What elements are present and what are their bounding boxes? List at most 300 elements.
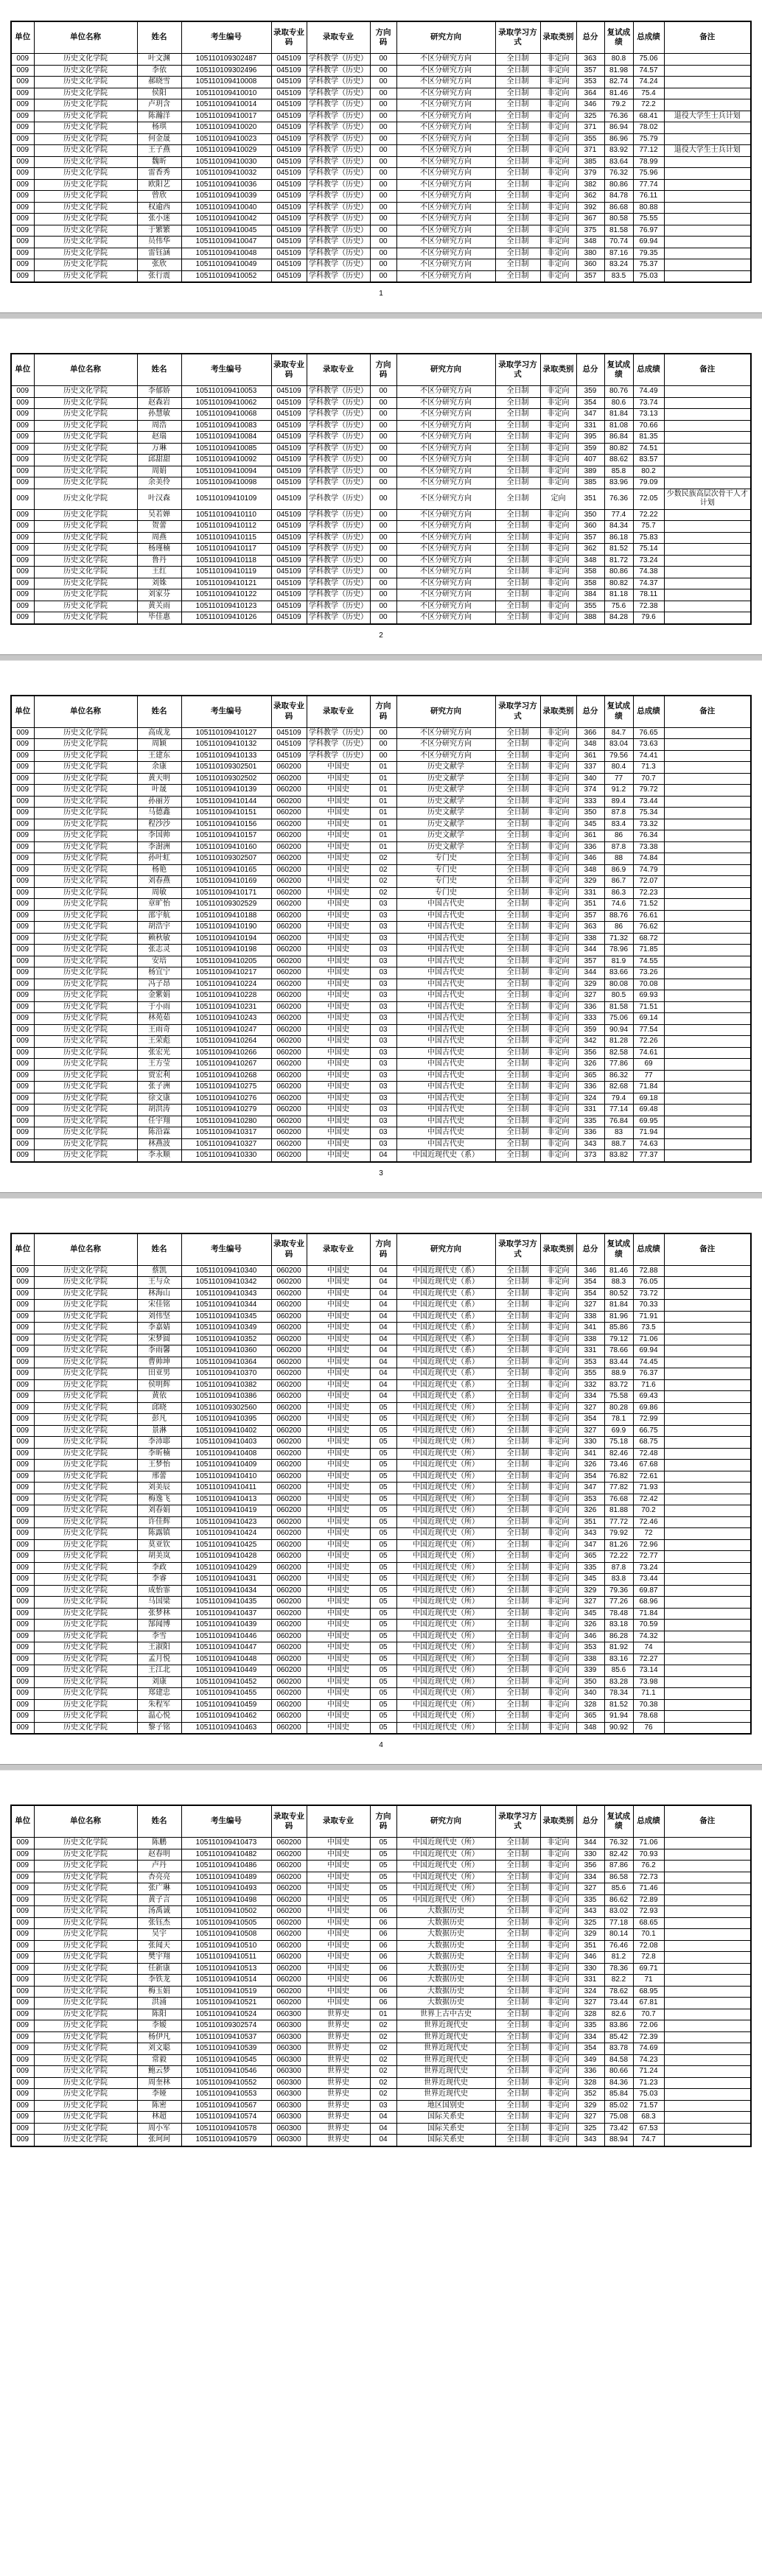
table-cell: 379 <box>576 168 604 180</box>
table-cell: 105110109410127 <box>181 727 271 739</box>
table-cell: 009 <box>11 122 34 134</box>
table-cell: 不区分研究方向 <box>396 111 495 122</box>
table-cell: 77.37 <box>633 1150 664 1162</box>
table-cell: 学科教学（历史） <box>307 214 370 225</box>
table-cell: 朱程军 <box>137 1699 181 1711</box>
table-cell: 中国近现代史（所） <box>396 1699 495 1711</box>
table-cell: 105110109410275 <box>181 1082 271 1093</box>
table-cell: 邵宇航 <box>137 910 181 922</box>
table-cell: 81.52 <box>604 1699 633 1711</box>
table-cell: 历史文化学院 <box>34 1334 137 1345</box>
table-row <box>11 1986 751 1998</box>
table-cell: 338 <box>576 1334 604 1345</box>
table-row <box>11 853 751 865</box>
table-cell: 009 <box>11 1357 34 1368</box>
table-cell: 徐文康 <box>137 1093 181 1105</box>
table-cell: 045109 <box>271 397 307 409</box>
table-cell: 历史文化学院 <box>34 601 137 612</box>
table-cell: 非定向 <box>540 191 576 203</box>
table-cell: 105110109302496 <box>181 65 271 77</box>
table-cell: 历史文化学院 <box>34 1722 137 1734</box>
table-cell: 中国古代史 <box>396 1059 495 1071</box>
table-cell: 060200 <box>271 1906 307 1918</box>
table-cell: 学科教学（历史） <box>307 466 370 477</box>
table-cell: 348 <box>576 555 604 567</box>
table-row <box>11 1620 751 1631</box>
table-cell: 历史文化学院 <box>34 773 137 785</box>
table-cell: 世界史 <box>307 2089 370 2101</box>
table-cell: 009 <box>11 156 34 168</box>
table-cell: 余康 <box>137 762 181 774</box>
table-row <box>11 578 751 589</box>
table-row <box>11 830 751 842</box>
table-cell: 陈阳 <box>137 2009 181 2020</box>
table-cell: 世界史 <box>307 2077 370 2089</box>
table-cell <box>664 589 751 601</box>
table-cell: 68.65 <box>633 1917 664 1929</box>
table-cell: 86.84 <box>604 432 633 444</box>
column-header: 研究方向 <box>396 1233 495 1266</box>
table-cell: 03 <box>370 1013 396 1025</box>
table-cell: 045109 <box>271 420 307 432</box>
table-cell: 81.88 <box>604 1505 633 1517</box>
table-cell: 80.14 <box>604 1929 633 1941</box>
table-cell <box>664 1471 751 1483</box>
table-row <box>11 420 751 432</box>
table-cell: 胡美岚 <box>137 1551 181 1563</box>
table-cell: 莫亚钦 <box>137 1539 181 1551</box>
table-cell: 定向 <box>540 489 576 509</box>
table-cell: 009 <box>11 54 34 66</box>
table-cell: 060200 <box>271 876 307 888</box>
table-cell: 333 <box>576 1013 604 1025</box>
table-cell: 84.58 <box>604 2054 633 2066</box>
table-cell: 009 <box>11 1402 34 1414</box>
table-cell: 历史文化学院 <box>34 466 137 477</box>
table-cell: 009 <box>11 1699 34 1711</box>
table-cell: 04 <box>370 2123 396 2135</box>
table-cell: 362 <box>576 544 604 556</box>
table-cell: 72.06 <box>633 2020 664 2032</box>
table-cell: 009 <box>11 1093 34 1105</box>
table-cell: 00 <box>370 77 396 88</box>
table-cell: 张钰杰 <box>137 1917 181 1929</box>
table-cell: 332 <box>576 1379 604 1391</box>
table-row <box>11 133 751 145</box>
table-row <box>11 1402 751 1414</box>
table-row <box>11 1505 751 1517</box>
page-5 <box>0 1771 762 2147</box>
table-cell: 全日制 <box>495 1642 540 1654</box>
table-cell <box>664 443 751 455</box>
table-row <box>11 899 751 911</box>
table-cell: 009 <box>11 1460 34 1471</box>
table-cell: 060200 <box>271 1277 307 1289</box>
table-cell: 非定向 <box>540 1070 576 1082</box>
table-cell: 045109 <box>271 270 307 282</box>
table-cell: 王方莹 <box>137 1059 181 1071</box>
table-cell: 382 <box>576 179 604 191</box>
table-cell: 78.02 <box>633 122 664 134</box>
table-cell: 060300 <box>271 2112 307 2124</box>
table-cell: 历史文化学院 <box>34 578 137 589</box>
table-cell: 74.55 <box>633 956 664 967</box>
table-cell: 009 <box>11 397 34 409</box>
table-cell: 学科教学（历史） <box>307 248 370 259</box>
table-cell: 045109 <box>271 589 307 601</box>
table-cell: 杨艳 <box>137 864 181 876</box>
admission-table <box>10 21 752 283</box>
table-cell: 009 <box>11 1872 34 1883</box>
table-cell <box>664 179 751 191</box>
table-cell: 342 <box>576 1036 604 1048</box>
table-row <box>11 589 751 601</box>
table-row <box>11 1665 751 1677</box>
table-cell: 105110109410190 <box>181 922 271 934</box>
table-cell: 334 <box>576 2031 604 2043</box>
table-cell: 非定向 <box>540 1872 576 1883</box>
table-cell: 67.68 <box>633 1460 664 1471</box>
table-cell: 历史文化学院 <box>34 544 137 556</box>
table-cell: 04 <box>370 1357 396 1368</box>
table-cell: 009 <box>11 145 34 157</box>
table-cell: 世界上古中古史 <box>396 2009 495 2020</box>
table-cell: 鲁丹 <box>137 555 181 567</box>
table-cell: 历史文化学院 <box>34 1402 137 1414</box>
table-cell: 330 <box>576 1849 604 1861</box>
table-cell: 72.46 <box>633 1516 664 1528</box>
table-cell: 75.4 <box>633 88 664 99</box>
table-cell: 中国近现代史（所） <box>396 1631 495 1642</box>
table-cell: 00 <box>370 750 396 762</box>
table-cell: 陈露镇 <box>137 1528 181 1540</box>
table-cell: 非定向 <box>540 864 576 876</box>
table-row <box>11 1047 751 1059</box>
table-cell: 历史文化学院 <box>34 2009 137 2020</box>
table-cell: 全日制 <box>495 1334 540 1345</box>
table-row <box>11 1998 751 2009</box>
table-cell: 060200 <box>271 1379 307 1391</box>
table-cell: 105110109410231 <box>181 1001 271 1013</box>
table-cell: 历史文化学院 <box>34 225 137 237</box>
table-row <box>11 2031 751 2043</box>
table-cell <box>664 967 751 979</box>
table-cell: 85.02 <box>604 2100 633 2112</box>
table-cell: 不区分研究方向 <box>396 750 495 762</box>
table-cell: 84.7 <box>604 727 633 739</box>
table-cell: 邱晓 <box>137 1402 181 1414</box>
table-cell: 71 <box>633 1975 664 1987</box>
table-cell: 105110109410039 <box>181 191 271 203</box>
table-cell: 非定向 <box>540 1047 576 1059</box>
table-cell: 105110109410098 <box>181 477 271 489</box>
table-cell: 李雪 <box>137 1631 181 1642</box>
table-cell: 75.79 <box>633 133 664 145</box>
table-cell: 009 <box>11 1334 34 1345</box>
table-cell: 全日制 <box>495 1460 540 1471</box>
table-cell: 非定向 <box>540 1277 576 1289</box>
table-cell: 非定向 <box>540 1906 576 1918</box>
table-cell: 万琳 <box>137 443 181 455</box>
table-cell: 非定向 <box>540 156 576 168</box>
table-cell: 历史文化学院 <box>34 967 137 979</box>
table-cell: 009 <box>11 2009 34 2020</box>
column-header: 总成绩 <box>633 696 664 728</box>
table-cell <box>664 796 751 808</box>
table-cell: 325 <box>576 2123 604 2135</box>
table-cell: 中国史 <box>307 1688 370 1700</box>
table-cell: 395 <box>576 432 604 444</box>
table-row <box>11 1940 751 1952</box>
table-cell: 中国古代史 <box>396 933 495 945</box>
table-cell: 历史文化学院 <box>34 455 137 466</box>
table-cell: 历史文化学院 <box>34 1516 137 1528</box>
table-cell: 80.2 <box>633 466 664 477</box>
table-row <box>11 1070 751 1082</box>
admission-table <box>10 1805 752 2147</box>
table-cell: 不区分研究方向 <box>396 145 495 157</box>
table-cell: 非定向 <box>540 1551 576 1563</box>
table-cell: 69.43 <box>633 1391 664 1403</box>
admission-table <box>10 695 752 1163</box>
table-cell: 009 <box>11 1998 34 2009</box>
page-separator <box>0 1192 762 1199</box>
table-cell: 009 <box>11 225 34 237</box>
column-header: 姓名 <box>137 1805 181 1838</box>
table-cell: 全日制 <box>495 2100 540 2112</box>
table-cell: 世界近现代史 <box>396 2066 495 2078</box>
table-cell: 105110109410194 <box>181 933 271 945</box>
table-cell: 358 <box>576 578 604 589</box>
table-cell: 045109 <box>271 259 307 271</box>
table-cell: 00 <box>370 601 396 612</box>
table-row <box>11 979 751 990</box>
table-cell: 00 <box>370 589 396 601</box>
table-cell: 专门史 <box>396 887 495 899</box>
table-cell: 不区分研究方向 <box>396 259 495 271</box>
table-cell: 历史文化学院 <box>34 887 137 899</box>
table-cell: 不区分研究方向 <box>396 544 495 556</box>
table-cell: 80.08 <box>604 979 633 990</box>
table-cell: 01 <box>370 808 396 819</box>
table-cell: 009 <box>11 1528 34 1540</box>
table-cell: 全日制 <box>495 455 540 466</box>
table-cell: 中国史 <box>307 1620 370 1631</box>
table-cell: 非定向 <box>540 1963 576 1975</box>
table-cell: 80.86 <box>604 179 633 191</box>
table-cell: 326 <box>576 1620 604 1631</box>
table-cell: 009 <box>11 1494 34 1505</box>
table-cell: 中国史 <box>307 1940 370 1952</box>
column-header: 单位 <box>11 354 34 386</box>
table-cell: 中国古代史 <box>396 1047 495 1059</box>
table-row <box>11 762 751 774</box>
table-cell: 105110109410115 <box>181 532 271 544</box>
table-cell: 060200 <box>271 1391 307 1403</box>
table-cell: 105110109410205 <box>181 956 271 967</box>
table-cell: 于繁繁 <box>137 225 181 237</box>
table-cell: 中国史 <box>307 1929 370 1941</box>
table-cell: 009 <box>11 1516 34 1528</box>
table-cell: 00 <box>370 259 396 271</box>
table-cell: 357 <box>576 65 604 77</box>
table-cell: 全日制 <box>495 1300 540 1312</box>
table-cell: 009 <box>11 2077 34 2089</box>
table-cell <box>664 1711 751 1723</box>
table-cell: 孙叶虹 <box>137 853 181 865</box>
table-row <box>11 1711 751 1723</box>
table-cell: 黄子言 <box>137 1894 181 1906</box>
table-cell: 67.81 <box>633 1998 664 2009</box>
table-cell: 371 <box>576 122 604 134</box>
table-row <box>11 156 751 168</box>
table-cell: 历史文化学院 <box>34 1013 137 1025</box>
table-cell: 105110109302487 <box>181 54 271 66</box>
table-cell: 叶晟 <box>137 785 181 797</box>
table-cell: 060200 <box>271 887 307 899</box>
table-cell: 336 <box>576 841 604 853</box>
table-cell: 全日制 <box>495 1093 540 1105</box>
table-cell: 83.28 <box>604 1676 633 1688</box>
table-cell: 全日制 <box>495 1138 540 1150</box>
table-cell: 009 <box>11 443 34 455</box>
table-cell: 不区分研究方向 <box>396 555 495 567</box>
column-header: 录取类别 <box>540 1233 576 1266</box>
table-cell <box>664 1013 751 1025</box>
table-cell: 学科教学（历史） <box>307 521 370 533</box>
table-row <box>11 1574 751 1586</box>
table-cell: 327 <box>576 1597 604 1609</box>
table-cell <box>664 773 751 785</box>
table-cell: 03 <box>370 945 396 956</box>
table-cell: 常毅 <box>137 2054 181 2066</box>
column-header: 考生编号 <box>181 1233 271 1266</box>
table-cell: 非定向 <box>540 1608 576 1620</box>
table-cell: 不区分研究方向 <box>396 270 495 282</box>
table-cell: 045109 <box>271 88 307 99</box>
table-cell: 009 <box>11 876 34 888</box>
table-cell: 历史文化学院 <box>34 876 137 888</box>
table-cell: 326 <box>576 1460 604 1471</box>
table-cell: 中国史 <box>307 1699 370 1711</box>
table-cell: 05 <box>370 1425 396 1437</box>
table-cell: 02 <box>370 2043 396 2055</box>
table-cell <box>664 1116 751 1127</box>
table-cell: 73.74 <box>633 397 664 409</box>
column-header: 总成绩 <box>633 1805 664 1838</box>
table-cell: 009 <box>11 1024 34 1036</box>
table-cell: 全日制 <box>495 237 540 248</box>
table-cell: 历史文化学院 <box>34 1688 137 1700</box>
table-cell: 中国史 <box>307 830 370 842</box>
table-cell: 78.34 <box>604 1688 633 1700</box>
table-cell: 69.48 <box>633 1105 664 1116</box>
table-cell: 01 <box>370 819 396 830</box>
table-cell: 105110109410537 <box>181 2031 271 2043</box>
table-cell: 03 <box>370 1036 396 1048</box>
table-cell <box>664 1047 751 1059</box>
table-cell: 355 <box>576 601 604 612</box>
table-cell: 历史文化学院 <box>34 612 137 624</box>
table-cell: 344 <box>576 945 604 956</box>
table-cell: 张志灵 <box>137 945 181 956</box>
table-cell: 009 <box>11 455 34 466</box>
table-cell: 历史文化学院 <box>34 1082 137 1093</box>
table-cell: 86.32 <box>604 1070 633 1082</box>
table-cell: 林超 <box>137 2112 181 2124</box>
table-cell: 009 <box>11 1631 34 1642</box>
table-cell: 009 <box>11 2043 34 2055</box>
table-cell: 060200 <box>271 979 307 990</box>
table-cell <box>664 1311 751 1323</box>
table-cell <box>664 1483 751 1494</box>
table-cell: 学科教学（历史） <box>307 727 370 739</box>
table-row <box>11 841 751 853</box>
table-cell: 非定向 <box>540 2077 576 2089</box>
table-cell: 105110109410008 <box>181 77 271 88</box>
table-cell: 王荣彪 <box>137 1036 181 1048</box>
table-cell: 045109 <box>271 133 307 145</box>
table-cell: 71.84 <box>633 1082 664 1093</box>
table-cell <box>664 1986 751 1998</box>
table-cell: 历史文化学院 <box>34 1642 137 1654</box>
table-cell: 72 <box>633 1528 664 1540</box>
table-row <box>11 466 751 477</box>
table-cell: 全日制 <box>495 1894 540 1906</box>
table-cell: 73.24 <box>633 555 664 567</box>
table-cell: 中国史 <box>307 841 370 853</box>
table-cell: 68.41 <box>633 111 664 122</box>
table-cell: 全日制 <box>495 2123 540 2135</box>
table-cell: 00 <box>370 409 396 421</box>
table-cell: 327 <box>576 1402 604 1414</box>
table-cell: 中国史 <box>307 1963 370 1975</box>
table-cell: 历史文化学院 <box>34 2020 137 2032</box>
table-cell: 学科教学（历史） <box>307 432 370 444</box>
table-cell: 全日制 <box>495 1471 540 1483</box>
table-cell: 85.42 <box>604 2031 633 2043</box>
table-cell <box>664 899 751 911</box>
table-cell: 00 <box>370 532 396 544</box>
table-cell: 359 <box>576 386 604 398</box>
table-cell: 331 <box>576 887 604 899</box>
table-cell: 05 <box>370 1676 396 1688</box>
table-cell <box>664 2066 751 2078</box>
table-cell <box>664 601 751 612</box>
table-cell: 历史文化学院 <box>34 956 137 967</box>
table-cell: 105110109410419 <box>181 1505 271 1517</box>
table-cell: 全日制 <box>495 2031 540 2043</box>
table-cell: 009 <box>11 612 34 624</box>
table-cell: 非定向 <box>540 2031 576 2043</box>
table-row <box>11 1597 751 1609</box>
table-cell <box>664 248 751 259</box>
table-cell: 060200 <box>271 1963 307 1975</box>
table-cell: 李澍洲 <box>137 841 181 853</box>
table-cell: 105110109410132 <box>181 739 271 751</box>
table-cell: 060300 <box>271 2123 307 2135</box>
table-cell: 105110109410110 <box>181 509 271 521</box>
table-cell: 非定向 <box>540 77 576 88</box>
table-cell: 105110109410521 <box>181 1998 271 2009</box>
table-cell: 全日制 <box>495 1116 540 1127</box>
table-cell: 73.44 <box>633 796 664 808</box>
table-cell: 357 <box>576 270 604 282</box>
table-cell: 非定向 <box>540 612 576 624</box>
table-cell: 74.57 <box>633 65 664 77</box>
table-cell: 385 <box>576 156 604 168</box>
table-cell: 105110109410123 <box>181 601 271 612</box>
